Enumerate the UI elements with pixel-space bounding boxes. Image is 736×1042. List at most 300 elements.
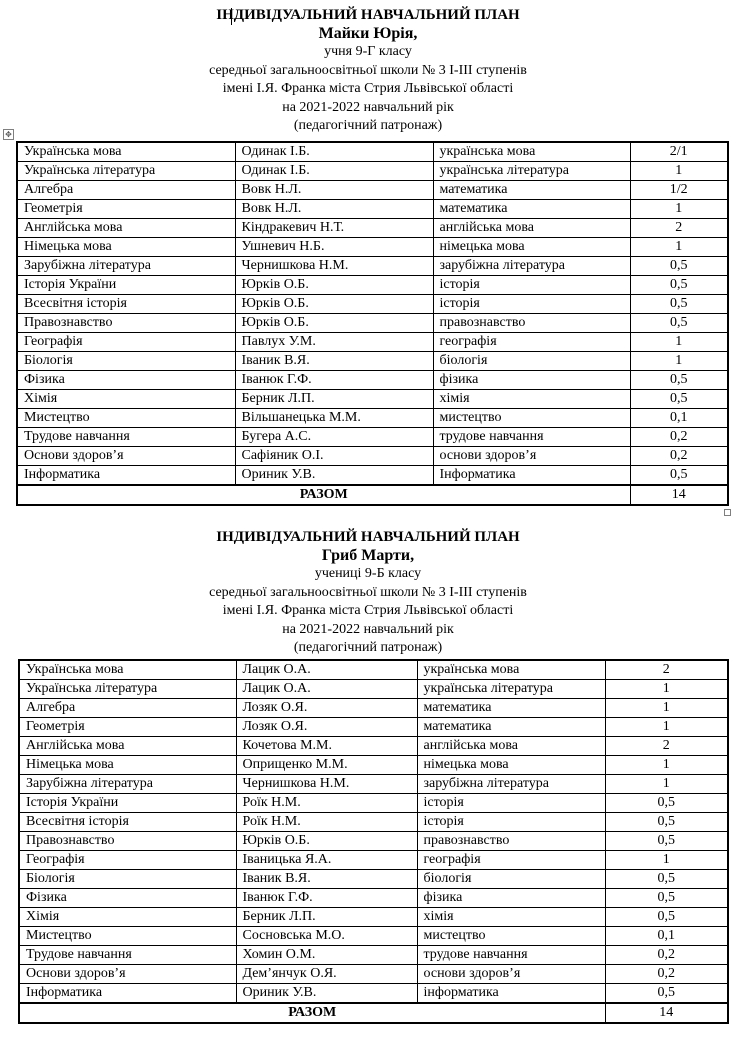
specialty-cell <box>417 851 605 870</box>
hours-cell-text: 1 <box>675 163 683 178</box>
table-row <box>17 295 728 314</box>
hours-cell-text: 0,5 <box>670 391 688 406</box>
teacher-cell-text: Кіндракевич Н.Т. <box>241 220 345 235</box>
subject-cell-text: Хімія <box>26 909 60 924</box>
hours-cell-text: 2 <box>662 738 670 753</box>
specialty-cell <box>433 295 630 314</box>
subject-cell-text: Географія <box>24 334 83 349</box>
specialty-cell-text: німецька мова <box>423 757 509 772</box>
subject-cell-text: Інформатика <box>24 467 101 482</box>
teacher-cell-text: Ориник У.В. <box>242 985 317 1000</box>
subject-cell <box>19 946 236 965</box>
teacher-cell <box>236 660 417 680</box>
teacher-cell-text: Юрків О.Б. <box>241 296 309 311</box>
hours-cell-text: 0,2 <box>657 947 675 962</box>
table-row <box>17 466 728 486</box>
specialty-cell-text: зарубіжна література <box>439 258 565 273</box>
hours-cell-text: 1 <box>662 776 670 791</box>
specialty-cell <box>417 699 605 718</box>
total-row <box>17 485 728 505</box>
table-row <box>17 352 728 371</box>
specialty-cell-text: біологія <box>423 871 472 886</box>
specialty-cell-text: трудове навчання <box>439 429 544 444</box>
subject-cell <box>19 965 236 984</box>
teacher-cell <box>236 908 417 927</box>
subject-cell-text: Зарубіжна література <box>24 258 151 273</box>
plan-2-mode: (педагогічний патронаж) <box>293 640 443 655</box>
teacher-cell <box>236 870 417 889</box>
table-row <box>17 276 728 295</box>
specialty-cell-text: математика <box>439 182 508 197</box>
teacher-cell <box>235 333 433 352</box>
hours-cell-text: 0,5 <box>657 909 675 924</box>
specialty-cell <box>433 162 630 181</box>
hours-cell <box>605 699 728 718</box>
subject-cell <box>17 219 235 238</box>
specialty-cell <box>433 447 630 466</box>
teacher-cell <box>235 428 433 447</box>
subject-cell-text: Німецька мова <box>26 757 114 772</box>
subject-cell <box>17 200 235 219</box>
hours-cell <box>605 680 728 699</box>
specialty-cell-text: правознавство <box>423 833 510 848</box>
teacher-cell-text: Павлух У.М. <box>241 334 316 349</box>
hours-cell <box>605 794 728 813</box>
table-row <box>17 257 728 276</box>
specialty-cell-text: історія <box>439 296 480 311</box>
teacher-cell <box>236 927 417 946</box>
subject-cell-text: Українська мова <box>26 662 124 677</box>
total-value: 14 <box>630 485 728 505</box>
teacher-cell-text: Чернишкова Н.М. <box>242 776 350 791</box>
specialty-cell <box>417 775 605 794</box>
subject-cell <box>19 660 236 680</box>
teacher-cell-text: Ушневич Н.Б. <box>241 239 325 254</box>
table-row <box>19 718 728 737</box>
table-row <box>17 314 728 333</box>
total-label: РАЗОМ <box>17 485 630 505</box>
hours-cell-text: 2/1 <box>669 144 688 159</box>
hours-cell <box>630 390 728 409</box>
table-row <box>19 813 728 832</box>
plan-1-class: учня 9-Г класу <box>324 44 412 59</box>
specialty-cell <box>417 889 605 908</box>
subject-cell <box>17 162 235 181</box>
subject-cell-text: Трудове навчання <box>24 429 130 444</box>
table-row <box>17 428 728 447</box>
subject-cell <box>17 276 235 295</box>
teacher-cell <box>236 813 417 832</box>
teacher-cell <box>235 238 433 257</box>
total-label: РАЗОМ <box>19 1003 605 1023</box>
teacher-cell <box>235 219 433 238</box>
teacher-cell <box>236 718 417 737</box>
hours-cell <box>605 660 728 680</box>
plan-1-school: середньої загальноосвітньої школи № 3 І-ІІІ ступенів <box>209 62 527 78</box>
hours-cell <box>630 447 728 466</box>
specialty-cell-text: біологія <box>439 353 488 368</box>
hours-cell-text: 1/2 <box>669 182 688 197</box>
hours-cell-text: 0,5 <box>657 814 675 829</box>
hours-cell <box>605 946 728 965</box>
hours-cell <box>605 870 728 889</box>
specialty-cell <box>433 466 630 486</box>
hours-cell-text: 0,5 <box>670 467 688 482</box>
table-row <box>17 162 728 181</box>
plan-2-table <box>18 659 729 1024</box>
subject-cell <box>19 718 236 737</box>
hours-cell-text: 1 <box>662 852 670 867</box>
teacher-cell <box>235 390 433 409</box>
table-row <box>17 390 728 409</box>
subject-cell-text: Біологія <box>26 871 75 886</box>
subject-cell <box>17 466 235 486</box>
specialty-cell <box>433 219 630 238</box>
plan-2-school: середньої загальноосвітньої школи № 3 І-ІІІ ступенів <box>209 584 527 600</box>
hours-cell <box>630 257 728 276</box>
specialty-cell <box>417 756 605 775</box>
specialty-cell-text: правознавство <box>439 315 526 330</box>
plan-2-student-name: Гриб Марти, <box>321 546 415 564</box>
subject-cell-text: Всесвітня історія <box>24 296 127 311</box>
subject-cell <box>19 870 236 889</box>
subject-cell-text: Фізика <box>24 372 65 387</box>
subject-cell <box>19 832 236 851</box>
subject-cell <box>17 371 235 390</box>
teacher-cell-text: Юрків О.Б. <box>241 315 309 330</box>
table-row <box>19 870 728 889</box>
specialty-cell-text: зарубіжна література <box>423 776 549 791</box>
teacher-cell-text: Іваник В.Я. <box>242 871 311 886</box>
plan-1-table <box>16 141 729 506</box>
specialty-cell-text: історія <box>439 277 480 292</box>
subject-cell <box>17 257 235 276</box>
hours-cell-text: 0,5 <box>670 277 688 292</box>
table-row <box>19 832 728 851</box>
specialty-cell-text: українська мова <box>439 144 536 159</box>
subject-cell <box>17 295 235 314</box>
subject-cell-text: Українська література <box>26 681 158 696</box>
teacher-cell <box>236 965 417 984</box>
subject-cell-text: Трудове навчання <box>26 947 132 962</box>
teacher-cell <box>235 142 433 162</box>
subject-cell <box>17 390 235 409</box>
specialty-cell-text: хімія <box>439 391 470 406</box>
teacher-cell-text: Лозяк О.Я. <box>242 700 308 715</box>
teacher-cell <box>236 984 417 1004</box>
subject-cell-text: Німецька мова <box>24 239 112 254</box>
specialty-cell <box>433 314 630 333</box>
table-row <box>19 660 728 680</box>
table-row <box>19 908 728 927</box>
hours-cell <box>630 352 728 371</box>
hours-cell-text: 0,5 <box>657 833 675 848</box>
specialty-cell-text: історія <box>423 795 464 810</box>
subject-cell <box>17 428 235 447</box>
teacher-cell-text: Іванюк Г.Ф. <box>241 372 312 387</box>
specialty-cell-text: німецька мова <box>439 239 525 254</box>
hours-cell <box>630 314 728 333</box>
table-row <box>19 984 728 1004</box>
plan-1-title: ІНДИВІДУАЛЬНИЙ НАВЧАЛЬНИЙ ПЛАН <box>216 7 520 23</box>
hours-cell-text: 1 <box>662 681 670 696</box>
specialty-cell-text: основи здоров’я <box>439 448 537 463</box>
subject-cell <box>17 314 235 333</box>
teacher-cell-text: Дем’янчук О.Я. <box>242 966 337 981</box>
subject-cell-text: Біологія <box>24 353 73 368</box>
subject-cell-text: Мистецтво <box>24 410 90 425</box>
hours-cell <box>605 775 728 794</box>
subject-cell-text: Хімія <box>24 391 58 406</box>
table-row <box>19 737 728 756</box>
subject-cell-text: Основи здоров’я <box>26 966 126 981</box>
specialty-cell <box>417 660 605 680</box>
hours-cell-text: 0,1 <box>670 410 688 425</box>
plan-2-school-name: імені І.Я. Франка міста Стрия Львівської області <box>222 603 514 618</box>
specialty-cell-text: географія <box>423 852 481 867</box>
specialty-cell-text: історія <box>423 814 464 829</box>
plan-1-mode: (педагогічний патронаж) <box>293 118 443 133</box>
table-row <box>19 775 728 794</box>
subject-cell <box>17 447 235 466</box>
hours-cell-text: 1 <box>675 201 683 216</box>
hours-cell <box>630 409 728 428</box>
specialty-cell <box>417 794 605 813</box>
teacher-cell <box>236 946 417 965</box>
specialty-cell-text: українська мова <box>423 662 520 677</box>
table-row <box>17 409 728 428</box>
total-value: 14 <box>605 1003 728 1023</box>
subject-cell-text: Географія <box>26 852 85 867</box>
subject-cell-text: Фізика <box>26 890 67 905</box>
hours-cell-text: 1 <box>675 353 683 368</box>
teacher-cell <box>236 775 417 794</box>
specialty-cell <box>433 276 630 295</box>
hours-cell-text: 1 <box>675 334 683 349</box>
teacher-cell-text: Одинак І.Б. <box>241 144 310 159</box>
hours-cell-text: 0,5 <box>657 871 675 886</box>
subject-cell-text: Історія України <box>26 795 119 810</box>
teacher-cell-text: Чернишкова Н.М. <box>241 258 349 273</box>
hours-cell <box>605 889 728 908</box>
table-row <box>17 219 728 238</box>
hours-cell <box>630 276 728 295</box>
hours-cell <box>605 832 728 851</box>
teacher-cell-text: Іванюк Г.Ф. <box>242 890 313 905</box>
specialty-cell-text: інформатика <box>423 985 499 1000</box>
hours-cell-text: 1 <box>662 757 670 772</box>
total-row <box>19 1003 728 1023</box>
teacher-cell <box>235 162 433 181</box>
subject-cell <box>17 409 235 428</box>
specialty-cell <box>417 680 605 699</box>
teacher-cell-text: Юрків О.Б. <box>242 833 310 848</box>
hours-cell <box>630 200 728 219</box>
subject-cell-text: Геометрія <box>26 719 85 734</box>
teacher-cell-text: Лозяк О.Я. <box>242 719 308 734</box>
hours-cell-text: 0,2 <box>657 966 675 981</box>
hours-cell-text: 0,5 <box>657 985 675 1000</box>
plan-1-year: на 2021-2022 навчальний рік <box>282 99 454 115</box>
subject-cell-text: Історія України <box>24 277 117 292</box>
specialty-cell <box>433 371 630 390</box>
subject-cell <box>19 984 236 1004</box>
specialty-cell <box>433 142 630 162</box>
teacher-cell-text: Вовк Н.Л. <box>241 182 302 197</box>
table-row <box>17 371 728 390</box>
hours-cell <box>630 238 728 257</box>
specialty-cell-text: мистецтво <box>423 928 486 943</box>
table-row <box>17 333 728 352</box>
table-resize-handle-icon[interactable] <box>724 509 731 516</box>
specialty-cell <box>433 390 630 409</box>
specialty-cell-text: математика <box>423 719 492 734</box>
hours-cell <box>630 295 728 314</box>
hours-cell-text: 0,5 <box>657 795 675 810</box>
teacher-cell <box>236 737 417 756</box>
hours-cell-text: 0,2 <box>670 448 688 463</box>
table-row <box>17 447 728 466</box>
teacher-cell-text: Берник Л.П. <box>242 909 316 924</box>
specialty-cell <box>433 333 630 352</box>
table-row <box>17 142 728 162</box>
hours-cell <box>630 142 728 162</box>
hours-cell <box>605 965 728 984</box>
teacher-cell-text: Юрків О.Б. <box>241 277 309 292</box>
subject-cell <box>17 142 235 162</box>
teacher-cell <box>235 200 433 219</box>
hours-cell-text: 0,5 <box>670 296 688 311</box>
specialty-cell <box>433 409 630 428</box>
hours-cell <box>630 466 728 486</box>
hours-cell-text: 0,5 <box>657 890 675 905</box>
specialty-cell <box>433 200 630 219</box>
specialty-cell <box>417 927 605 946</box>
specialty-cell <box>417 984 605 1004</box>
hours-cell <box>630 162 728 181</box>
teacher-cell-text: Лацик О.А. <box>242 681 311 696</box>
hours-cell <box>605 756 728 775</box>
specialty-cell <box>433 352 630 371</box>
specialty-cell-text: математика <box>423 700 492 715</box>
specialty-cell <box>417 832 605 851</box>
table-row <box>19 927 728 946</box>
specialty-cell-text: математика <box>439 201 508 216</box>
subject-cell-text: Мистецтво <box>26 928 92 943</box>
subject-cell <box>17 238 235 257</box>
hours-cell-text: 0,1 <box>657 928 675 943</box>
teacher-cell-text: Сафіяник О.І. <box>241 448 324 463</box>
hours-cell <box>630 333 728 352</box>
hours-cell-text: 1 <box>662 719 670 734</box>
subject-cell-text: Геометрія <box>24 201 83 216</box>
hours-cell-text: 0,5 <box>670 315 688 330</box>
subject-cell <box>19 927 236 946</box>
specialty-cell-text: хімія <box>423 909 454 924</box>
hours-cell-text: 1 <box>662 700 670 715</box>
subject-cell <box>19 908 236 927</box>
hours-cell <box>605 927 728 946</box>
specialty-cell <box>433 181 630 200</box>
subject-cell-text: Українська література <box>24 163 156 178</box>
teacher-cell <box>235 181 433 200</box>
hours-cell <box>605 908 728 927</box>
specialty-cell-text: основи здоров’я <box>423 966 521 981</box>
teacher-cell-text: Сосновська М.О. <box>242 928 345 943</box>
subject-cell-text: Алгебра <box>24 182 74 197</box>
plan-1-header <box>0 6 736 136</box>
teacher-cell <box>235 295 433 314</box>
teacher-cell <box>236 680 417 699</box>
teacher-cell-text: Іваницька Я.А. <box>242 852 332 867</box>
hours-cell-text: 0,2 <box>670 429 688 444</box>
teacher-cell-text: Вовк Н.Л. <box>241 201 302 216</box>
teacher-cell <box>235 466 433 486</box>
teacher-cell-text: Ориник У.В. <box>241 467 316 482</box>
plan-2-class: учениці 9-Б класу <box>314 566 422 581</box>
table-row <box>19 889 728 908</box>
hours-cell <box>630 371 728 390</box>
specialty-cell <box>433 257 630 276</box>
specialty-cell <box>433 238 630 257</box>
subject-cell-text: Основи здоров’я <box>24 448 124 463</box>
subject-cell-text: Всесвітня історія <box>26 814 129 829</box>
subject-cell-text: Правознавство <box>24 315 113 330</box>
subject-cell <box>19 756 236 775</box>
table-row <box>19 794 728 813</box>
hours-cell <box>605 984 728 1004</box>
hours-cell <box>605 851 728 870</box>
specialty-cell-text: трудове навчання <box>423 947 528 962</box>
subject-cell <box>19 851 236 870</box>
teacher-cell <box>236 699 417 718</box>
hours-cell <box>630 219 728 238</box>
teacher-cell-text: Бугера А.С. <box>241 429 312 444</box>
hours-cell <box>605 737 728 756</box>
teacher-cell <box>236 832 417 851</box>
hours-cell <box>630 181 728 200</box>
table-row <box>19 946 728 965</box>
teacher-cell-text: Вільшанецька М.М. <box>241 410 361 425</box>
plan-1-student-name: Майки Юрія, <box>318 24 418 42</box>
hours-cell <box>605 813 728 832</box>
hours-cell-text: 0,5 <box>670 258 688 273</box>
specialty-cell-text: англійська мова <box>423 738 519 753</box>
teacher-cell-text: Одинак І.Б. <box>241 163 310 178</box>
teacher-cell-text: Іваник В.Я. <box>241 353 310 368</box>
teacher-cell-text: Роїк Н.М. <box>242 814 301 829</box>
subject-cell-text: Алгебра <box>26 700 76 715</box>
specialty-cell <box>417 946 605 965</box>
subject-cell-text: Зарубіжна література <box>26 776 153 791</box>
teacher-cell <box>236 794 417 813</box>
specialty-cell <box>417 813 605 832</box>
table-row <box>19 680 728 699</box>
subject-cell <box>19 737 236 756</box>
teacher-cell <box>235 447 433 466</box>
table-row <box>19 699 728 718</box>
table-row <box>19 965 728 984</box>
table-move-handle-icon[interactable]: ✥ <box>3 129 14 140</box>
specialty-cell <box>417 718 605 737</box>
table-row <box>19 756 728 775</box>
hours-cell <box>630 428 728 447</box>
specialty-cell-text: фізика <box>439 372 479 387</box>
plan-2-header <box>0 528 736 658</box>
hours-cell-text: 2 <box>662 662 670 677</box>
specialty-cell-text: мистецтво <box>439 410 502 425</box>
subject-cell <box>17 333 235 352</box>
